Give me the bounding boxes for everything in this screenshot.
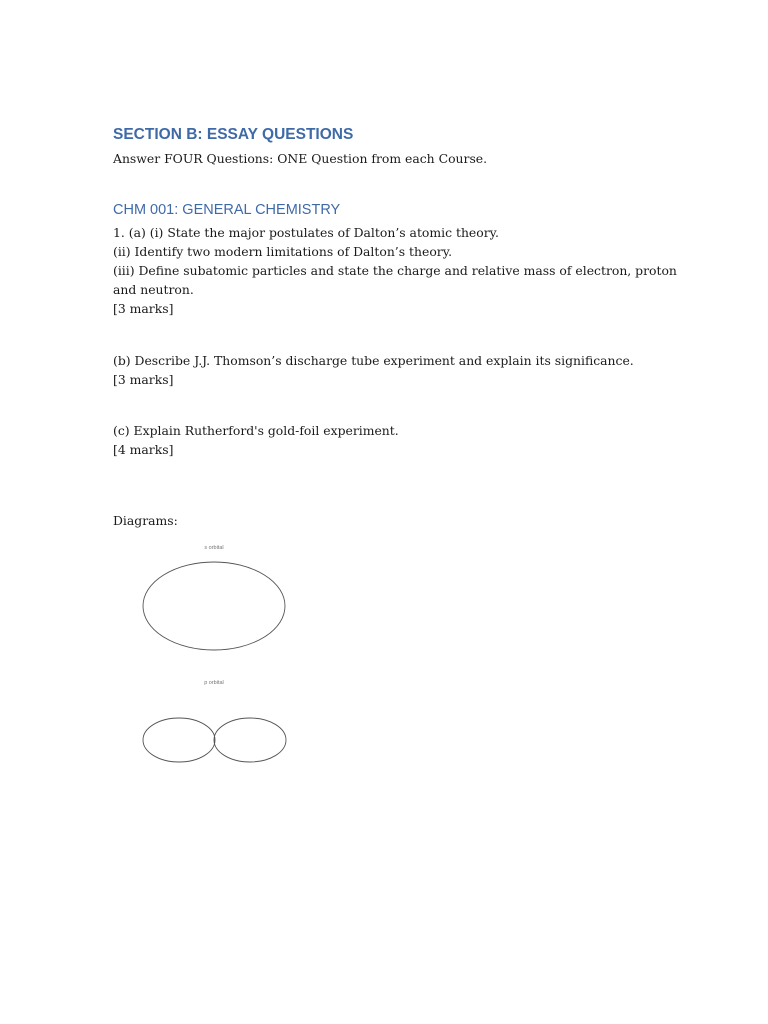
question-1a-line-4: and neutron. <box>113 282 194 297</box>
diagrams-label: Diagrams: <box>113 513 178 528</box>
s-orbital-shape <box>143 562 285 650</box>
question-1b-marks: [3 marks] <box>113 372 174 387</box>
question-1a-line-1: 1. (a) (i) State the major postulates of Dalton’s atomic theory. <box>113 225 499 240</box>
question-1a-line-2: (ii) Identify two modern limitations of Dalton’s theory. <box>113 244 453 259</box>
course-title: CHM 001: GENERAL CHEMISTRY <box>113 202 341 218</box>
question-1a-marks: [3 marks] <box>113 301 174 316</box>
section-title: SECTION B: ESSAY QUESTIONS <box>113 126 354 143</box>
section-instruction: Answer FOUR Questions: ONE Question from each Course. <box>113 151 488 166</box>
p-orbital-lobe-right <box>214 718 286 762</box>
question-1a-line-3: (iii) Define subatomic particles and state the charge and relative mass of electron, proton <box>113 263 677 278</box>
p-orbital-diagram <box>128 674 304 796</box>
p-orbital-lobe-left <box>143 718 215 762</box>
question-1c-marks: [4 marks] <box>113 442 174 457</box>
question-1b-text: (b) Describe J.J. Thomson’s discharge tube experiment and explain its significance. <box>113 353 634 368</box>
s-orbital-diagram <box>128 540 304 664</box>
p-orbital-caption: p orbital <box>204 680 224 686</box>
question-1c-text: (c) Explain Rutherford's gold-foil experiment. <box>113 423 399 438</box>
s-orbital-caption: s orbital <box>204 545 224 551</box>
